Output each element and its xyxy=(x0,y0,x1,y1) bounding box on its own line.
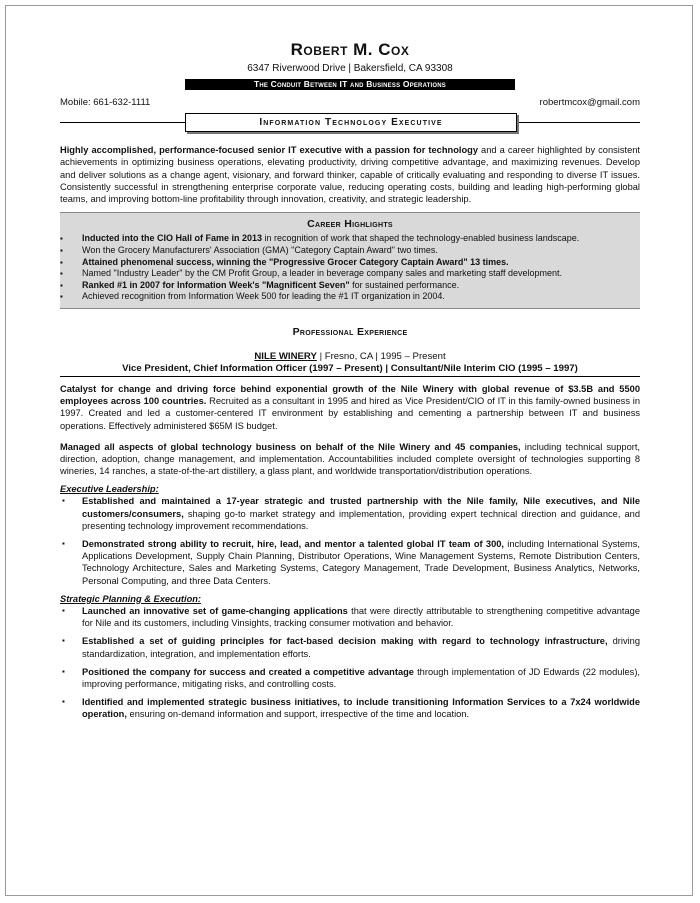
career-highlights-title: Career Highlights xyxy=(307,218,393,231)
career-highlights-section xyxy=(60,212,640,309)
title-rule-left xyxy=(60,122,185,123)
bullet-lead: Established a set of guiding principles for fact-based decision making with regard to technology infrastructure, xyxy=(82,636,608,647)
employer-name: NILE WINERY xyxy=(254,351,317,363)
bullet-text: including International Systems, Applications Development, Supply Chain Planning, Distributor Operations, Wine Management Systems, Remote Distribution Centers, Technology Architecture, Sales and Marketing Systems, Category Management, Trade Development, Business Analytics, Networks, Personal Computing, and three Data Centers. xyxy=(82,539,640,586)
bullet-lead: Demonstrated strong ability to recruit, hire, lead, and mentor a talented global IT team of 300, xyxy=(82,539,504,550)
paragraph-lead: Managed all aspects of global technology business on behalf of the Nile Winery and 45 companies, xyxy=(60,441,521,452)
highlight-text: Named "Industry Leader" by the CM Profit Group, a leader in beverage company sales and marketing staff development. xyxy=(82,268,562,279)
job-title-banner xyxy=(60,113,640,133)
highlight-bold: Inducted into the CIO Hall of Fame in 2013 xyxy=(82,233,263,244)
resume-page xyxy=(60,40,640,727)
experience-paragraph-1 xyxy=(60,383,640,432)
email-address[interactable]: robertmcox@gmail.com xyxy=(539,97,640,108)
list-item xyxy=(60,291,640,303)
executive-leadership-heading: Executive Leadership: xyxy=(60,484,159,495)
candidate-name: Robert M. Cox xyxy=(290,40,410,59)
highlight-text: in recognition of work that shaped the technology-enabled business landscape. xyxy=(262,233,580,244)
title-rule-right xyxy=(518,122,640,123)
highlight-text: Achieved recognition from Information Week 500 for leading the #1 IT organization in 2004. xyxy=(82,291,445,302)
summary-lead: Highly accomplished, performance-focused senior IT executive with a passion for technology xyxy=(60,145,478,155)
list-item xyxy=(60,257,640,269)
summary-text: and a career highlighted by consistent achievements in optimizing business operations, elevating productivity, driving competitive advantage, and maximizing revenues. Develop and deliver solutions as a change agent, visionary, and forward thinker, capable of critically evaluating and responding to diverse IT issues. Consistently successful in strengthening enterprise corporate value, reducing operating costs, building and leading high-performing global teams, and improving bottom-line profitability through innovation, creativity, and strategic leadership. xyxy=(60,145,641,205)
list-item xyxy=(60,495,640,532)
bullet-lead: Established and maintained a 17-year strategic and trusted partnership with the Nile family, Nile executives, and Nile customers/consumers, xyxy=(82,496,640,519)
highlight-text: for sustained performance. xyxy=(349,279,460,290)
list-item xyxy=(60,245,640,257)
bullet-lead: Launched an innovative set of game-changing applications xyxy=(82,605,348,616)
list-item xyxy=(60,666,640,690)
career-highlights-list xyxy=(60,233,640,303)
highlight-bold: Attained phenomenal success, winning the "Progressive Grocer Category Captain Award" 13 times. xyxy=(82,256,509,267)
experience-title: Professional Experience xyxy=(292,326,408,339)
address-line: 6347 Riverwood Drive | Bakersfield, CA 93308 xyxy=(247,63,453,74)
highlight-bold: Ranked #1 in 2007 for Information Week's "Magnificent Seven" xyxy=(82,279,350,290)
bullet-lead: Positioned the company for success and created a competitive advantage xyxy=(82,666,414,677)
list-item xyxy=(60,233,640,245)
employer-location: | Fresno, CA | 1995 – Present xyxy=(316,351,446,363)
paragraph-text: including technical support, direction, adoption, change management, and implementation. Accountabilities included complete oversight of technologies supporting 8 wineries, 14 ranches, a state-of-the-art distillery, a glass plant, and worldwide transportation/distribution operations. xyxy=(60,441,641,477)
list-item xyxy=(60,635,640,659)
tagline-bar: The Conduit Between IT and Business Operations xyxy=(185,79,515,90)
paragraph-text: Recruited as a consultant in 1995 and hired as Vice President/CIO of IT in this family-owned business in 1997. Created and led a customer-centered IT environment by establishing and cementing a partnership between IT and business operations. Effectively administered $65M IS budget. xyxy=(60,396,640,431)
executive-leadership-list xyxy=(60,495,640,586)
bullet-text: shaping go-to market strategy and implementation, providing expert technical direction and guidance, and presenting technology improvement recommendations. xyxy=(82,508,640,531)
paragraph-lead: Catalyst for change and driving force behind exponential growth of the Nile Winery with global revenue of $3.5B and 5500 employees across 100 countries. xyxy=(60,384,640,407)
role-titles: Vice President, Chief Information Officer (1997 – Present) | Consultant/Nile Interim CIO (1995 – 1997) xyxy=(60,363,640,377)
bullet-lead: Identified and implemented strategic business initiatives, to include transitioning Information Services to a 7x24 worldwide operation, xyxy=(82,697,640,720)
list-item xyxy=(60,538,640,587)
experience-paragraph-2 xyxy=(60,441,640,478)
list-item xyxy=(60,696,640,720)
list-item xyxy=(60,280,640,292)
list-item xyxy=(60,268,640,280)
bullet-text: that were directly attributable to strengthening competitive advantage for Nile and its customers, including Vinsights, tracking consumer motivation and behavior. xyxy=(82,605,641,629)
bullet-text: driving standardization, integration, and implementation efforts. xyxy=(82,636,640,659)
highlight-text: Won the Grocery Manufacturers' Association (GMA) "Category Captain Award" two times. xyxy=(82,245,438,256)
mobile-number: Mobile: 661-632-1111 xyxy=(60,97,151,108)
summary-paragraph xyxy=(60,144,640,205)
strategic-planning-heading: Strategic Planning & Execution: xyxy=(60,593,202,604)
job-title: Information Technology Executive xyxy=(185,113,517,132)
employer-line xyxy=(60,351,640,363)
contact-row xyxy=(60,95,640,113)
strategic-planning-list xyxy=(60,605,640,721)
bullet-text: ensuring on-demand information and support, irrespective of the time and location. xyxy=(126,709,470,720)
list-item xyxy=(60,605,640,629)
bullet-text: through implementation of JD Edwards (22 modules), improving performance, mitigating risks, and controlling costs. xyxy=(82,666,640,689)
